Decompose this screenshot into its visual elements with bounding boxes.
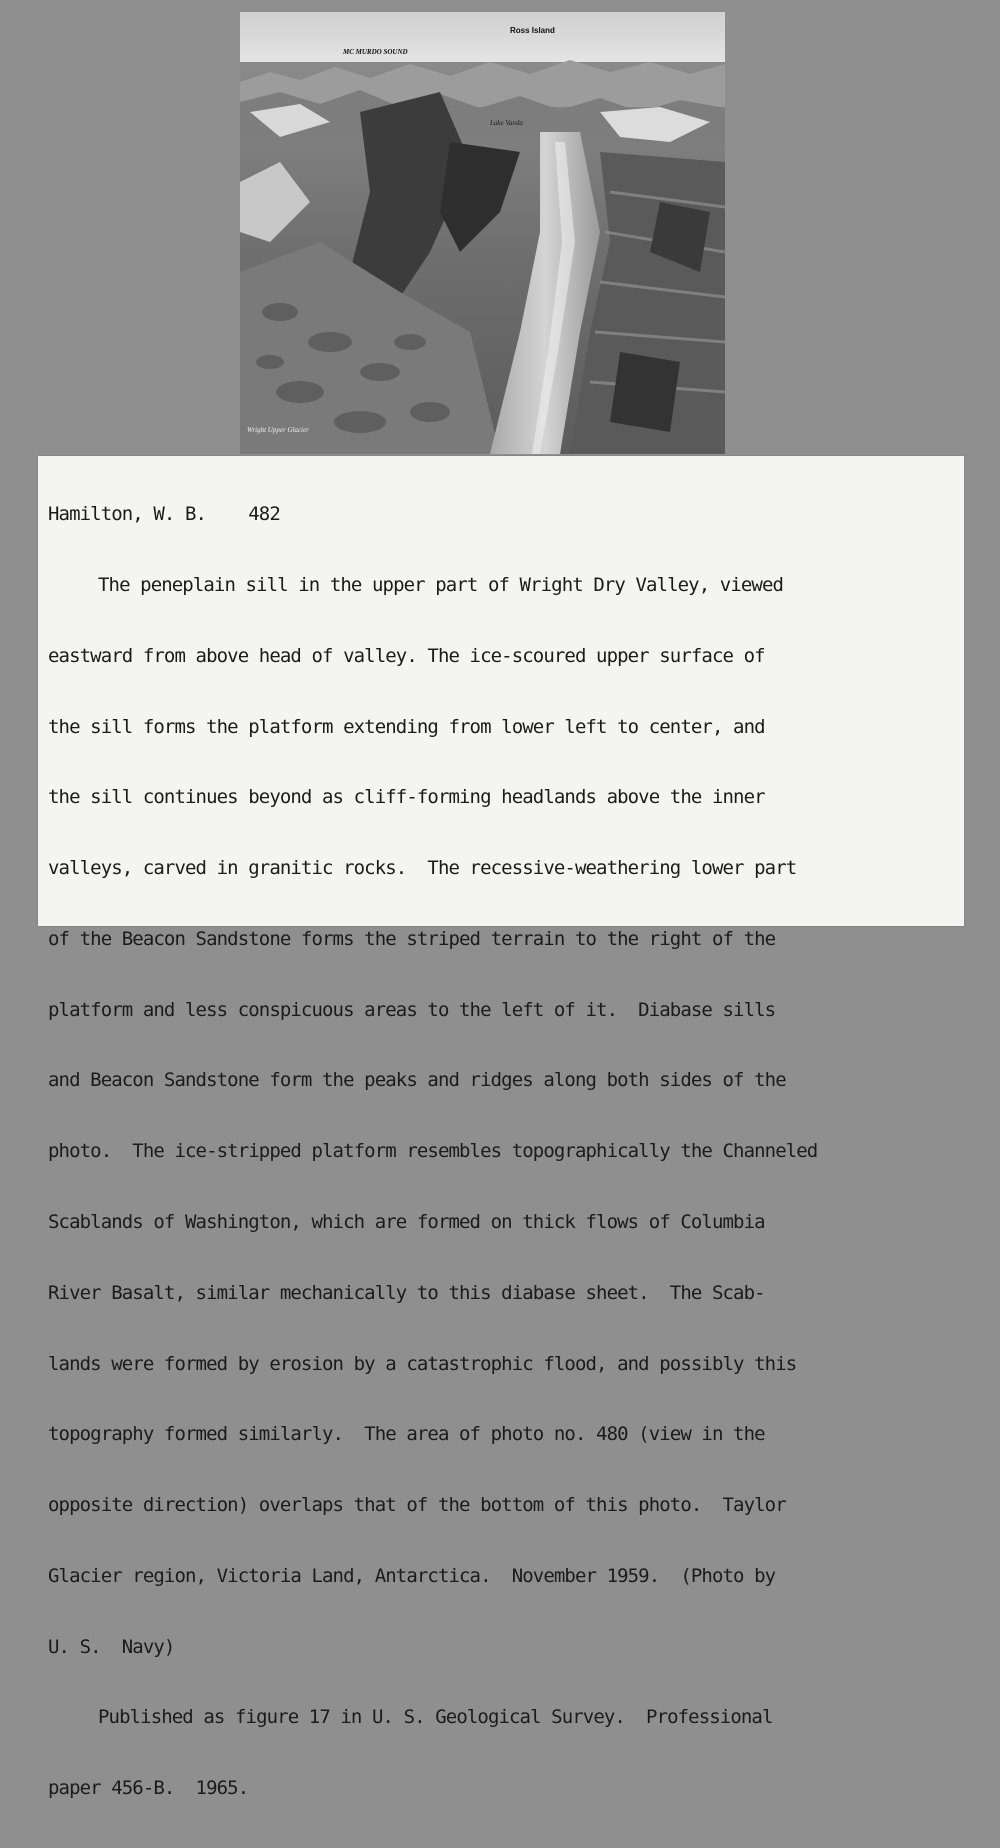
caption-header: Hamilton, W. B. 482 [48, 503, 280, 526]
caption-line: U. S. Navy) [48, 1635, 175, 1658]
caption-line: eastward from above head of valley. The ice-scoured upper surface of [48, 644, 765, 667]
mcmurdo-sound-label: MC MURDO SOUND [343, 48, 408, 56]
caption-line: lands were formed by erosion by a catastrophic flood, and possibly this [48, 1352, 797, 1375]
lake-vanda-label: Lake Vanda [490, 119, 523, 127]
caption-line: and Beacon Sandstone form the peaks and ridges along both sides of the [48, 1069, 786, 1092]
publication-line: paper 456-B. 1965. [48, 1777, 249, 1800]
caption-line: opposite direction) overlaps that of the bottom of this photo. Taylor [48, 1494, 786, 1517]
caption-line: photo. The ice-stripped platform resembles topographically the Channeled [48, 1140, 818, 1163]
caption-line: topography formed similarly. The area of photo no. 480 (view in the [48, 1423, 765, 1446]
caption-line: valleys, carved in granitic rocks. The recessive-weathering lower part [48, 857, 797, 880]
caption-line: the sill continues beyond as cliff-forming headlands above the inner [48, 786, 765, 809]
caption-card [38, 456, 964, 1800]
caption-line: Glacier region, Victoria Land, Antarctica. November 1959. (Photo by [48, 1564, 776, 1587]
caption-line: the sill forms the platform extending from lower left to center, and [48, 715, 765, 738]
ross-island-label: Ross Island [510, 26, 555, 35]
caption-line: The peneplain sill in the upper part of Wright Dry Valley, viewed [98, 573, 784, 596]
aerial-photo-terrain [240, 12, 725, 454]
caption-line: of the Beacon Sandstone forms the striped terrain to the right of the [48, 927, 776, 950]
wright-upper-glacier-label: Wright Upper Glacier [247, 426, 309, 434]
caption-line: River Basalt, similar mechanically to this diabase sheet. The Scab- [48, 1281, 765, 1304]
caption-line: Scablands of Washington, which are formed on thick flows of Columbia [48, 1211, 765, 1233]
aerial-photo [240, 12, 725, 454]
caption-line: platform and less conspicuous areas to the left of it. Diabase sills [48, 998, 776, 1021]
caption-text [48, 456, 958, 1848]
publication-line: Published as figure 17 in U. S. Geological Survey. Professional [98, 1706, 773, 1729]
